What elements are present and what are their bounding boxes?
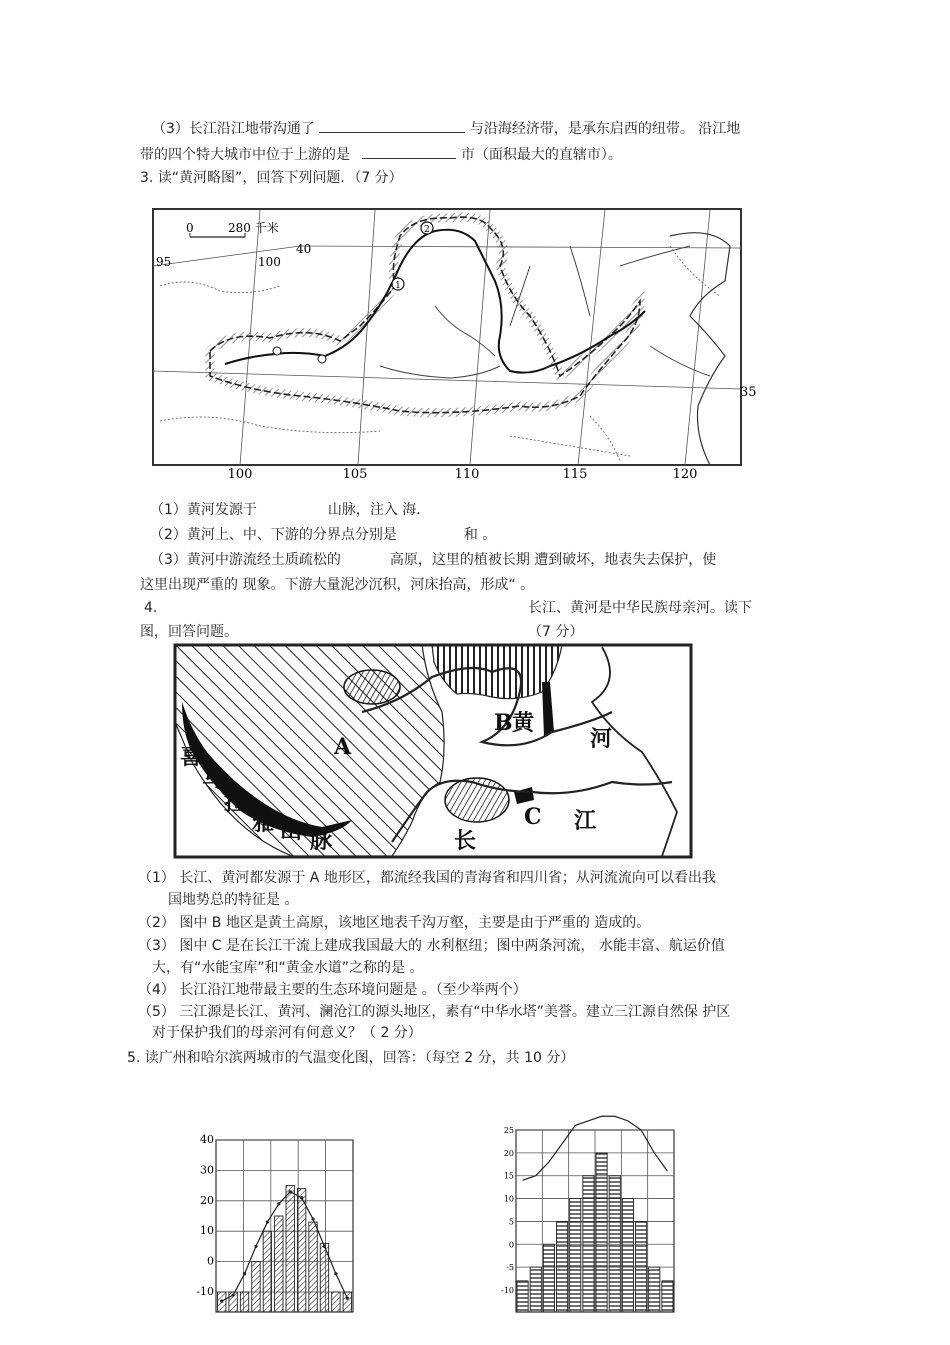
temperature-point	[289, 1190, 292, 1193]
marker-1-label: 1	[395, 281, 401, 291]
y-tick-label: 40	[200, 1133, 214, 1146]
label-himalaya-1: 喜	[180, 744, 203, 770]
temperature-point	[243, 1272, 246, 1275]
precip-bar	[240, 1292, 248, 1312]
y-tick-label: 30	[200, 1163, 214, 1177]
precip-bar	[609, 1176, 620, 1312]
precip-bar	[343, 1292, 351, 1312]
guangzhou-climate-chart	[502, 1124, 682, 1312]
precip-bar	[543, 1244, 554, 1312]
q4-title-a: 长江、黄河是中华民族母亲河。读下	[528, 600, 752, 616]
city-dot	[273, 347, 281, 355]
q4-points: （7 分）	[528, 624, 584, 640]
precip-bar	[662, 1281, 673, 1312]
q3-title: 3. 读“黄河略图”，回答下列问题．（7 分）	[140, 170, 403, 186]
label-himalaya-3: 拉	[224, 790, 247, 816]
q4-sub4: （4） 长江沿江地带最主要的生态环境问题是 。（至少举两个）	[138, 982, 527, 998]
q2-sub3-line1	[152, 118, 740, 139]
q2-sub3-line2	[140, 144, 622, 165]
y-tick-label: -5	[506, 1263, 514, 1273]
lon-tick-115: 115	[562, 467, 588, 482]
q4-sub1-line2: 国地势总的特征是 。	[168, 892, 299, 908]
q4-sub3-line1: （3） 图中 C 是在长江干流上建成我国最大的 水利枢纽；图中两条河流， 水能丰富、航运价值	[138, 938, 725, 954]
precip-bar	[332, 1292, 340, 1312]
label-himalaya-5: 山	[280, 818, 303, 844]
y-tick-label: 10	[200, 1224, 214, 1238]
precip-bar	[297, 1189, 305, 1312]
temperature-point	[346, 1296, 349, 1299]
label-yangtze-1: 长	[454, 828, 477, 854]
basin-hatch-north	[344, 670, 400, 704]
y-tick-label: -10	[196, 1285, 214, 1298]
answer-blank[interactable]	[362, 144, 456, 159]
marker-2-label: 2	[424, 225, 430, 235]
lon-tick-100: 100	[227, 467, 253, 482]
q5-title: 5. 读广州和哈尔滨两城市的气温变化图，回答：（每空 2 分，共 10 分）	[127, 1050, 575, 1066]
temperature-point	[334, 1272, 337, 1275]
q2-sub3-text-d: 市（面积最大的直辖市）。	[460, 147, 622, 163]
q2-sub3-text-a: （3）长江沿江地带沟通了	[152, 121, 315, 137]
q3-sub1	[150, 500, 430, 520]
q3-sub2	[150, 525, 496, 545]
y-tick-label: 0	[508, 1240, 514, 1250]
chart-frame	[216, 1140, 353, 1312]
q2-sub3-text-c: 带的四个特大城市中位于上游的是	[140, 147, 350, 163]
precip-bar	[309, 1222, 317, 1312]
q4-title-b: 图，回答问题。	[140, 624, 238, 640]
answer-blank[interactable]	[319, 118, 465, 133]
precip-bar	[275, 1216, 283, 1312]
lat-35-label: 35	[740, 385, 757, 400]
y-tick-label: 5	[508, 1217, 514, 1227]
mother-rivers-map	[172, 642, 694, 860]
scale-label: 280 千米	[228, 221, 279, 235]
yellow-river-map	[150, 206, 757, 488]
temperature-point	[323, 1245, 326, 1248]
label-A: A	[334, 734, 352, 760]
q4-sub2: （2） 图中 B 地区是黄土高原，该地区地表千沟万壑，主要是由于严重的 造成的。	[138, 915, 651, 931]
q3-sub3-text-a: （3）黄河中游流经土质疏松的	[150, 552, 341, 568]
precip-bar	[263, 1231, 271, 1312]
precip-bar	[636, 1221, 647, 1312]
label-B: B	[494, 710, 513, 736]
lon-tick-105: 105	[342, 467, 368, 482]
label-himalaya-2: 马	[202, 767, 225, 793]
y-tick-label: 10	[503, 1194, 514, 1204]
temperature-point	[232, 1293, 235, 1296]
precip-bar	[583, 1176, 594, 1312]
q4-number: 4.	[144, 600, 158, 616]
label-himalaya-4: 雅	[252, 810, 275, 836]
label-yellow-1: 黄	[512, 710, 535, 736]
lon-95-label: 95	[156, 255, 172, 269]
q3-sub3-line1	[150, 550, 716, 570]
precip-bar	[530, 1267, 541, 1312]
temperature-point	[300, 1196, 303, 1199]
temperature-point	[220, 1300, 223, 1303]
scale-zero: 0	[186, 221, 194, 235]
y-tick-label: 25	[503, 1126, 514, 1135]
harbin-climate-chart	[188, 1132, 364, 1312]
q3-sub1-text-b: 山脉，注入 海．	[327, 502, 431, 518]
precip-bar	[286, 1186, 294, 1312]
precip-bar	[570, 1199, 581, 1312]
q3-sub3-text-b: 高原，这里的植被长期 遭到破坏，地表失去保护，使	[389, 552, 717, 568]
label-himalaya-6: 脉	[310, 828, 333, 854]
q4-sub5-line2: 对于保护我们的母亲河有何意义？（ 2 分）	[152, 1025, 422, 1041]
temperature-point	[266, 1220, 269, 1223]
q3-sub3-line2: 这里出现严重的 现象。下游大量泥沙沉积，河床抬高，形成“ 。	[140, 577, 535, 593]
lon-tick-110: 110	[454, 467, 480, 482]
y-tick-label: 20	[200, 1193, 214, 1207]
q4-sub5-line1: （5） 三江源是长江、黄河、澜沧江的源头地区，素有“中华水塔”美誉。建立三江源自然保 护区	[138, 1004, 731, 1020]
precip-bar	[649, 1267, 660, 1312]
label-yellow-2: 河	[590, 726, 613, 752]
lon-100-top-label: 100	[258, 255, 281, 269]
label-C: C	[524, 804, 542, 830]
q4-sub1-line1: （1） 长江、黄河都发源于 A 地形区，都流经我国的青海省和四川省；从河流流向可以看出我	[138, 870, 716, 886]
y-tick-label: 0	[207, 1254, 214, 1268]
y-tick-label: -10	[501, 1286, 514, 1295]
q2-sub3-text-b: 与沿海经济带，是承东启西的纽带。 沿江地	[469, 121, 741, 137]
lat-40-label: 40	[296, 242, 312, 256]
q3-sub2-text-b: 和 。	[463, 527, 497, 543]
lon-tick-120: 120	[672, 467, 698, 482]
precip-bar	[252, 1262, 260, 1312]
y-tick-label: 15	[503, 1171, 514, 1181]
temperature-point	[254, 1245, 257, 1248]
temperature-point	[277, 1202, 280, 1205]
label-yangtze-2: 江	[574, 808, 597, 834]
precip-bar	[517, 1281, 528, 1312]
precip-bar	[557, 1221, 568, 1312]
q3-sub1-text-a: （1）黄河发源于	[150, 502, 257, 518]
temperature-point	[311, 1217, 314, 1220]
city-dot	[318, 355, 326, 363]
precip-bar	[596, 1153, 607, 1312]
precip-bar	[622, 1199, 633, 1312]
q4-sub3-line2: 大，有“水能宝库”和“黄金水道”之称的是 。	[152, 960, 424, 976]
q3-sub2-text-a: （2）黄河上、中、下游的分界点分别是	[150, 527, 397, 543]
y-tick-label: 20	[503, 1148, 514, 1158]
